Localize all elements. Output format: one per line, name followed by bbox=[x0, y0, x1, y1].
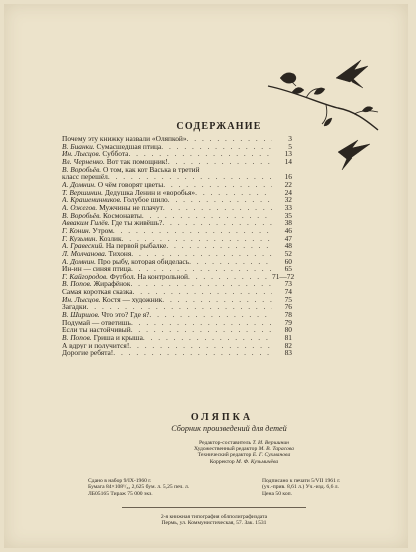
toc-entry bbox=[62, 326, 292, 334]
toc-leader-dots bbox=[162, 296, 272, 304]
credit-name: М. В. Тарасова bbox=[258, 446, 294, 453]
toc-leader-dots bbox=[133, 288, 272, 296]
toc-entry-author: В. Ширшов. bbox=[62, 311, 100, 319]
toc-entry-page: 75 bbox=[284, 294, 292, 304]
toc-entry bbox=[62, 319, 292, 327]
toc-entry-page: 83 bbox=[284, 348, 292, 358]
toc-entry-page: 79 bbox=[284, 317, 292, 327]
toc-entry-author: В. Попов. bbox=[62, 280, 92, 289]
toc-entry bbox=[62, 250, 292, 258]
toc-entry-author: Ин. Лысцов. bbox=[62, 150, 101, 158]
imprint-line: Подписано к печати 5/VII 1961 г. bbox=[262, 478, 341, 484]
toc-entry-title: На первой рыбалке bbox=[105, 242, 167, 250]
toc-entry-page: 32 bbox=[284, 195, 292, 205]
toc-entry bbox=[62, 135, 292, 143]
toc-entry bbox=[62, 166, 292, 174]
toc-entry-author: А. Гравеский. bbox=[62, 242, 104, 250]
toc-leader-dots bbox=[188, 273, 272, 281]
toc-entry-page: 65 bbox=[284, 264, 292, 274]
toc-entry-author: В. Бианки. bbox=[62, 142, 95, 151]
toc-entry-author: Т. Вершинин. bbox=[62, 188, 103, 197]
toc-entry-title: Вот так помощник! bbox=[106, 157, 168, 166]
toc-entry-title: Жирафёнок bbox=[93, 280, 131, 289]
toc-entry-title: Космонавты bbox=[103, 211, 142, 220]
toc-entry-page: 16 bbox=[284, 172, 292, 182]
toc-entry bbox=[62, 227, 292, 235]
toc-entry bbox=[62, 235, 292, 243]
toc-leader-dots bbox=[162, 219, 272, 227]
toc-entry bbox=[62, 280, 292, 288]
imprint-line: Цена 50 коп. bbox=[262, 490, 293, 497]
toc-entry-page: 78 bbox=[284, 310, 292, 320]
toc-entry-author: В. Попов. bbox=[62, 334, 92, 342]
toc-entry bbox=[62, 271, 295, 281]
toc-entry bbox=[62, 143, 292, 151]
toc-leader-dots bbox=[128, 150, 272, 158]
toc-entry-page: 80 bbox=[284, 325, 292, 335]
toc-entry-author: А. Домнин. bbox=[62, 180, 96, 189]
toc-entry-title: Почему эту книжку назвали «Оляпкой» bbox=[62, 135, 187, 143]
perched-bird-icon bbox=[280, 73, 296, 84]
credit-role: Корректор bbox=[209, 458, 235, 465]
toc-entry-page: 82 bbox=[284, 340, 292, 350]
toc-entry-author: В. Воробьёв. bbox=[62, 165, 102, 174]
toc-entry-title: Футбол. На контрольной bbox=[109, 272, 188, 281]
toc-leader-dots bbox=[189, 258, 272, 266]
toc-entry-title: Дорогие ребята! bbox=[62, 349, 114, 358]
toc-entry-title: Козлик bbox=[99, 234, 122, 243]
toc-entry bbox=[62, 204, 292, 212]
toc-entry-title: Суббота bbox=[102, 150, 129, 158]
toc-leader-dots bbox=[142, 212, 272, 220]
toc-entry bbox=[62, 258, 292, 266]
toc-entry bbox=[62, 219, 292, 227]
toc-entry-title: Что это? Где я? bbox=[101, 311, 150, 319]
toc-entry bbox=[62, 303, 292, 311]
imprint-line: ЛБ05165 Тираж 75 000 экз. bbox=[88, 490, 153, 497]
toc-entry bbox=[62, 311, 292, 319]
toc-entry-page: 3 bbox=[288, 134, 292, 143]
toc-entry-author: А. Крашенинников. bbox=[62, 196, 122, 204]
toc-leader-dots bbox=[129, 342, 272, 350]
credit-role: Редактор-составитель bbox=[199, 440, 252, 446]
book-subtitle: Сборник произведений для детей bbox=[171, 424, 287, 433]
toc-entry-page: 81 bbox=[284, 333, 292, 343]
toc-entry-title: Гриша и крыша bbox=[93, 334, 143, 342]
toc-entry-page: 47 bbox=[284, 233, 292, 243]
toc-leader-dots bbox=[168, 196, 272, 204]
printer-line: Пермь, ул. Коммунистическая, 57. Зак. 1531 bbox=[161, 520, 267, 527]
toc-entry-page: 76 bbox=[284, 302, 292, 312]
toc-leader-dots bbox=[122, 235, 272, 243]
toc-entry-title: Про рыбу, которая обиделась bbox=[97, 257, 190, 266]
toc-entry-page: 22 bbox=[284, 179, 292, 189]
toc-entry-title: Тихоня bbox=[108, 249, 132, 258]
credit-name: Т. И. Вершинин bbox=[252, 440, 289, 446]
toc-entry bbox=[62, 158, 292, 166]
toc-entry-author: Г. Конин. bbox=[62, 226, 91, 235]
toc-entry-title: Сумасшедшая птица bbox=[96, 142, 162, 151]
toc-entry-page: 74 bbox=[284, 287, 292, 297]
toc-entry bbox=[62, 181, 292, 189]
toc-entry-title: класс перешёл bbox=[62, 173, 108, 181]
toc-entry-page: 5 bbox=[288, 141, 292, 151]
toc-entry-author: Г. Кузьмин. bbox=[62, 234, 98, 243]
toc-leader-dots bbox=[130, 280, 272, 288]
toc-leader-dots bbox=[113, 349, 272, 357]
credit-role: Художественный редактор bbox=[194, 446, 258, 453]
toc-leader-dots bbox=[168, 158, 272, 166]
toc-entry-title: О чём говорят цветы bbox=[97, 180, 164, 189]
book-page bbox=[4, 4, 408, 548]
credits-block bbox=[134, 440, 354, 465]
toc-entry-title: Мужчины не плачут bbox=[99, 203, 163, 212]
toc-entry-author: А. Ожегов. bbox=[62, 203, 98, 212]
toc-entry-title: Загадки bbox=[62, 303, 87, 312]
toc-leader-dots bbox=[131, 326, 272, 334]
toc-entry-title: Где ты живёшь? bbox=[111, 219, 163, 227]
toc-entry bbox=[62, 242, 292, 250]
toc-entry-page: 52 bbox=[284, 248, 292, 258]
toc-leader-dots bbox=[195, 189, 272, 197]
toc-entry-title: Самая короткая сказка bbox=[62, 288, 133, 296]
toc-entry-title: Голубое шило bbox=[123, 196, 168, 204]
toc-entry-page: 46 bbox=[284, 225, 292, 235]
credit-name: М. Ф. Кузьмичёва bbox=[236, 458, 279, 465]
credit-line bbox=[134, 459, 354, 465]
credit-name: Е. Г. Сухманова bbox=[252, 452, 291, 459]
toc-entry-page: 38 bbox=[284, 218, 292, 228]
toc-entry-title: Ин-ин — синяя птица bbox=[62, 265, 131, 273]
toc-entry-title: Костя — художник bbox=[102, 295, 163, 304]
toc-leader-dots bbox=[113, 227, 272, 235]
toc-entry bbox=[62, 296, 292, 304]
toc-entry-page: 60 bbox=[284, 256, 292, 266]
toc-entry-title: Подумай — ответишь bbox=[62, 318, 131, 327]
table-of-contents bbox=[62, 134, 295, 358]
toc-leader-dots bbox=[161, 143, 272, 151]
toc-entry bbox=[62, 150, 292, 158]
divider bbox=[122, 507, 306, 508]
toc-entry-title: А вдруг и получится! bbox=[62, 341, 130, 350]
toc-leader-dots bbox=[131, 265, 272, 273]
toc-entry bbox=[62, 196, 292, 204]
toc-leader-dots bbox=[163, 204, 272, 212]
toc-leader-dots bbox=[87, 303, 272, 311]
toc-entry bbox=[62, 173, 292, 181]
toc-entry bbox=[62, 334, 292, 342]
printer-line: 2-я книжная типография облполиграфиздата bbox=[160, 514, 268, 520]
toc-entry-author: Ин. Лысцов. bbox=[62, 295, 101, 304]
toc-entry-title: Утром bbox=[92, 226, 113, 235]
toc-entry-author: Г. Кайгородов. bbox=[62, 272, 109, 281]
toc-entry-page: 33 bbox=[284, 202, 292, 212]
toc-leader-dots bbox=[187, 135, 272, 143]
toc-leader-dots bbox=[143, 334, 272, 342]
credit-role: Технический редактор bbox=[197, 452, 252, 459]
toc-entry-page: 14 bbox=[284, 156, 292, 166]
toc-heading: СОДЕРЖАНИЕ bbox=[176, 121, 262, 132]
imprint-line: Бумага 84×108¹/₃₂ 2,625 бум. л. 5,25 печ. л. bbox=[88, 484, 190, 491]
toc-entry bbox=[62, 265, 292, 273]
toc-entry-page: 35 bbox=[284, 210, 292, 220]
imprint-line: (уч.-прив. 8,61 л.) Уч.-изд. 6,6 л. bbox=[262, 484, 339, 491]
toc-leader-dots bbox=[149, 311, 272, 319]
toc-entry-author: Л. Молчанова. bbox=[62, 249, 107, 258]
toc-entry-page: 73 bbox=[284, 279, 292, 289]
toc-entry-page: 48 bbox=[284, 241, 292, 251]
printer-info bbox=[114, 514, 314, 527]
toc-entry bbox=[62, 212, 292, 220]
toc-leader-dots bbox=[163, 181, 272, 189]
toc-leader-dots bbox=[131, 250, 272, 258]
toc-entry bbox=[62, 342, 292, 350]
toc-entry-author: А. Домнин. bbox=[62, 257, 96, 266]
swallow-bottom-icon bbox=[338, 140, 370, 160]
toc-entry bbox=[62, 349, 292, 357]
book-title: ОЛЯПКА bbox=[190, 412, 254, 423]
toc-leader-dots bbox=[131, 319, 272, 327]
toc-entry-title: О том, как кот Васька в третий bbox=[103, 165, 200, 174]
toc-entry-page: 24 bbox=[284, 187, 292, 197]
toc-entry-author: Вл. Черненко. bbox=[62, 157, 105, 166]
toc-leader-dots bbox=[166, 242, 272, 250]
toc-entry-title: Если ты настойчивый bbox=[62, 326, 131, 335]
toc-entry-author: В. Воробьёв. bbox=[62, 211, 102, 220]
toc-entry-title: Дедушка Ленин и «воробья» bbox=[104, 188, 196, 197]
toc-entry bbox=[62, 288, 292, 296]
toc-entry-page: 13 bbox=[284, 149, 292, 159]
toc-entry bbox=[62, 189, 292, 197]
toc-leader-dots bbox=[108, 173, 272, 181]
toc-entry-author: Авваким Гилёв. bbox=[62, 219, 110, 227]
imprint-line: Сдано в набор 9/IX-1960 г. bbox=[88, 478, 152, 484]
toc-entry-page: 71—72 bbox=[272, 271, 295, 281]
